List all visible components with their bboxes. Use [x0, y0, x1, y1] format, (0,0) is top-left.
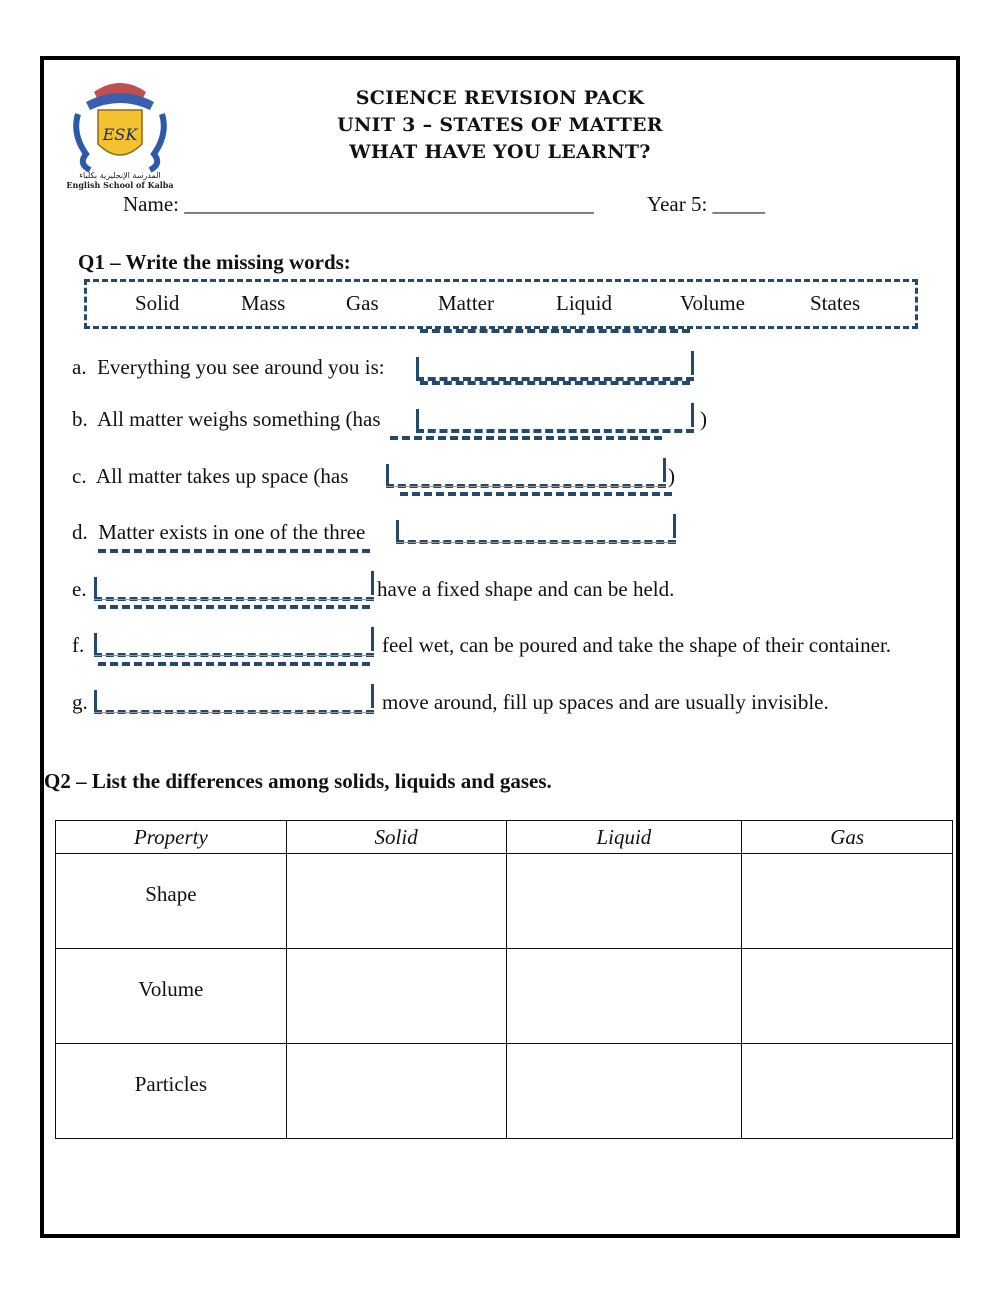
- item-close-paren: ): [700, 407, 707, 431]
- svg-text:ESK: ESK: [102, 125, 138, 144]
- answer-cell-liquid[interactable]: [506, 854, 742, 949]
- answer-cell-liquid[interactable]: [506, 949, 742, 1044]
- row-label: Particles: [56, 1044, 287, 1139]
- q1-item-a: [72, 355, 385, 380]
- word-bank-item[interactable]: Mass: [241, 291, 286, 315]
- answer-blank-e[interactable]: [94, 575, 374, 601]
- answer-cell-liquid[interactable]: [506, 1044, 742, 1139]
- word-bank-item[interactable]: Liquid: [556, 291, 612, 315]
- svg-text:المدرسة الإنجليزية بكلباء: المدرسة الإنجليزية بكلباء: [79, 171, 161, 180]
- row-label: Volume: [56, 949, 287, 1044]
- table-header-row: [56, 821, 953, 854]
- word-bank-item[interactable]: Matter: [438, 291, 494, 315]
- answer-blank-a[interactable]: [416, 355, 694, 381]
- q1-item-e-text: have a fixed shape and can be held.: [377, 577, 675, 601]
- item-close-paren: ): [668, 464, 675, 488]
- item-letter: d.: [72, 520, 88, 544]
- row-label: Shape: [56, 854, 287, 949]
- title-line-1: SCIENCE REVISION PACK: [355, 87, 645, 109]
- properties-table: [55, 820, 953, 1139]
- answer-blank-b[interactable]: [416, 407, 694, 433]
- item-letter: c.: [72, 464, 87, 488]
- table-row: [56, 949, 953, 1044]
- table-row: [56, 1044, 953, 1139]
- word-bank-box: [84, 279, 918, 329]
- answer-blank-f[interactable]: [94, 631, 374, 657]
- year-field[interactable]: [647, 192, 765, 217]
- q1-item-f-text: feel wet, can be poured and take the shape of their container.: [382, 633, 892, 657]
- answer-blank-g[interactable]: [94, 688, 374, 714]
- item-text: All matter weighs something (has: [97, 407, 381, 431]
- answer-cell-gas[interactable]: [742, 854, 953, 949]
- answer-cell-gas[interactable]: [742, 1044, 953, 1139]
- column-header-gas: Gas: [742, 821, 953, 854]
- item-letter-f: f.: [72, 633, 85, 657]
- item-text: All matter takes up space (has: [95, 464, 349, 488]
- answer-cell-gas[interactable]: [742, 949, 953, 1044]
- column-header-liquid: Liquid: [506, 821, 742, 854]
- name-blank[interactable]: _______________________________________: [184, 192, 594, 216]
- svg-text:English School of Kalba: English School of Kalba: [66, 180, 174, 190]
- word-bank-item[interactable]: Solid: [135, 291, 180, 315]
- item-letter: b.: [72, 407, 88, 431]
- item-letter: a.: [72, 355, 87, 379]
- q1-heading: Q1 – Write the missing words:: [78, 250, 351, 274]
- answer-cell-solid[interactable]: [286, 1044, 506, 1139]
- name-label: Name:: [123, 192, 179, 216]
- q1-item-g-text: move around, fill up spaces and are usually invisible.: [382, 690, 829, 714]
- word-bank-item[interactable]: Gas: [346, 291, 379, 315]
- item-letter-g: g.: [72, 690, 88, 714]
- item-text: Matter exists in one of the three: [98, 520, 366, 544]
- title-line-3: WHAT HAVE YOU LEARNT?: [349, 141, 651, 163]
- year-label: Year 5:: [647, 192, 708, 216]
- answer-blank-d[interactable]: [396, 518, 676, 544]
- school-logo: [64, 74, 176, 190]
- name-field[interactable]: [123, 192, 594, 217]
- q1-item-b: [72, 407, 381, 432]
- q2-heading: Q2 – List the differences among solids, liquids and gases.: [44, 769, 552, 793]
- word-bank-item[interactable]: States: [810, 291, 861, 315]
- q1-item-c: [72, 464, 348, 489]
- answer-cell-solid[interactable]: [286, 949, 506, 1044]
- item-text: Everything you see around you is:: [97, 355, 385, 379]
- table-row: [56, 854, 953, 949]
- answer-blank-c[interactable]: [386, 462, 666, 488]
- column-header-property: Property: [56, 821, 287, 854]
- item-letter-e: e.: [72, 577, 87, 601]
- column-header-solid: Solid: [286, 821, 506, 854]
- answer-cell-solid[interactable]: [286, 854, 506, 949]
- year-blank[interactable]: _____: [712, 192, 766, 216]
- title-line-2: UNIT 3 – STATES OF MATTER: [337, 114, 663, 136]
- school-crest-icon: [64, 74, 176, 190]
- word-bank-item[interactable]: Volume: [680, 291, 745, 315]
- q1-item-d: [72, 520, 365, 545]
